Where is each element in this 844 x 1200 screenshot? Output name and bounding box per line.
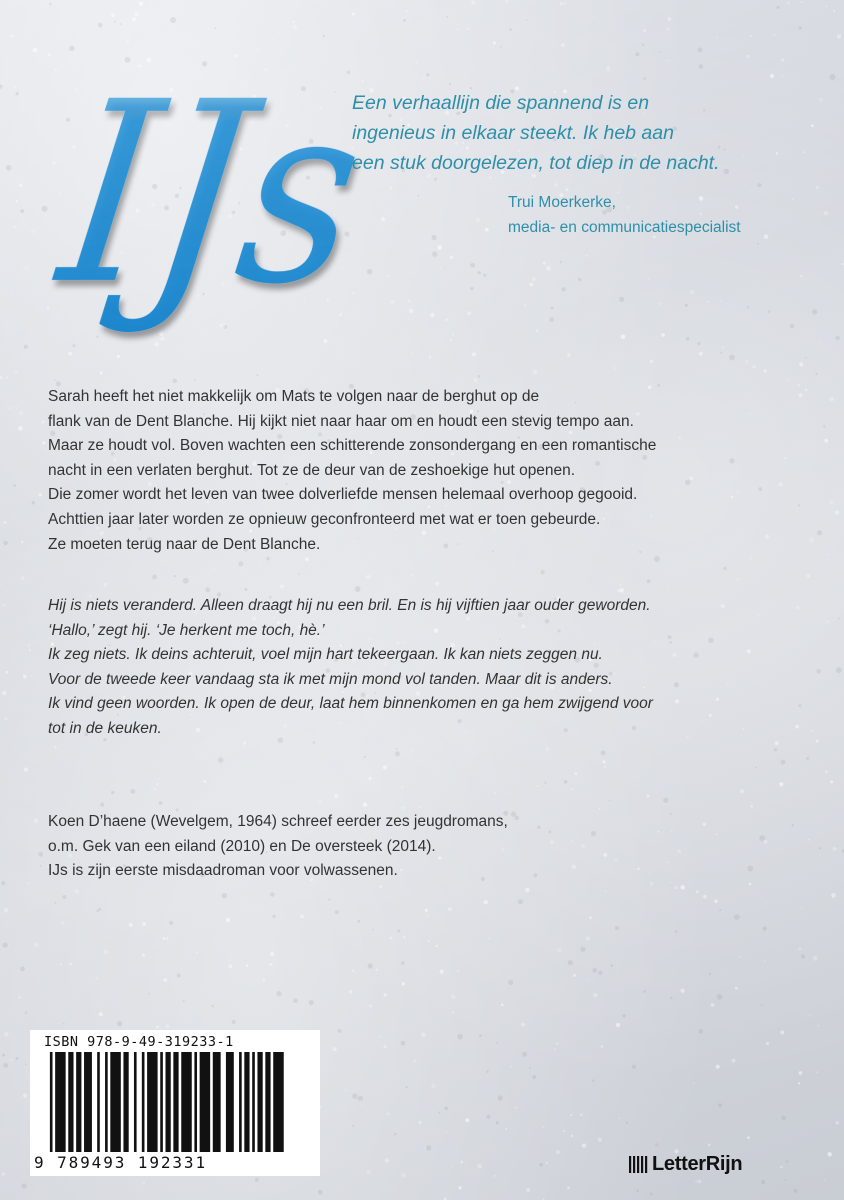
author-bio [48,810,828,884]
book-title-text: IJs [46,49,415,340]
quote-line: een stuk doorgelezen, tot diep in de nacht. [352,152,720,174]
book-title [46,32,415,340]
excerpt-line: Voor de tweede keer vandaag sta ik met mijn mond vol tanden. Maar dit is anders. [48,670,613,688]
publisher-logo [628,1148,742,1180]
quote-attribution [508,190,828,240]
excerpt-line: Ik zeg niets. Ik deins achteruit, voel mijn hart tekeergaan. Ik kan niets zeggen nu. [48,646,603,664]
excerpt-line: ‘Hallo,’ zegt hij. ‘Je herkent me toch, hè.’ [48,621,325,639]
bio-line: Koen D’haene (Wevelgem, 1964) schreef eerder zes jeugdromans, [48,813,508,830]
barcode-bars [42,1052,310,1156]
blurb-line: nacht in een verlaten berghut. Tot ze de deur van de zeshoekige hut openen. [48,461,576,479]
quote-author-role: media- en communicatiespecialist [508,219,741,236]
quote-line: Een verhaallijn die spannend is en [352,92,650,114]
excerpt-line: Ik vind geen woorden. Ik open de deur, laat hem binnenkomen en ga hem zwijgend voor [48,695,653,713]
blurb-line: Die zomer wordt het leven van twee dolverliefde mensen helemaal overhoop gegooid. [48,486,638,504]
isbn-label: ISBN 978-9-49-319233-1 [44,1034,234,1050]
blurb-line: Achttien jaar later worden ze opnieuw geconfronteerd met wat er toen gebeurde. [48,510,601,528]
bio-line: o.m. Gek van een eiland (2010) en De oversteek (2014). [48,837,436,855]
publisher-name: LetterRijn [652,1152,743,1175]
isbn-barcode [30,1030,320,1176]
excerpt-line: Hij is niets veranderd. Alleen draagt hij nu een bril. En is hij vijftien jaar ouder geworden. [48,597,651,614]
quote-line: ingenieus in elkaar steekt. Ik heb aan [352,122,674,144]
blurb-line: Sarah heeft het niet makkelijk om Mats te volgen naar de berghut op de [48,388,540,405]
publisher-bars-icon [628,1154,650,1174]
blurb-line: flank van de Dent Blanche. Hij kijkt niet naar haar om en houdt een stevig tempo aan. [48,412,634,430]
bio-line: IJs is zijn eerste misdaadroman voor volwassenen. [48,862,398,880]
excerpt-paragraph [48,594,828,742]
barcode-digits: 9 789493 192331 [34,1153,207,1172]
quote-author-name: Trui Moerkerke, [508,194,616,211]
review-quote [352,88,822,178]
excerpt-line: tot in de keuken. [48,719,162,737]
blurb-line: Ze moeten terug naar de Dent Blanche. [48,535,321,553]
blurb-line: Maar ze houdt vol. Boven wachten een schitterende zonsondergang en een romantische [48,437,657,455]
blurb-paragraph [48,385,828,557]
